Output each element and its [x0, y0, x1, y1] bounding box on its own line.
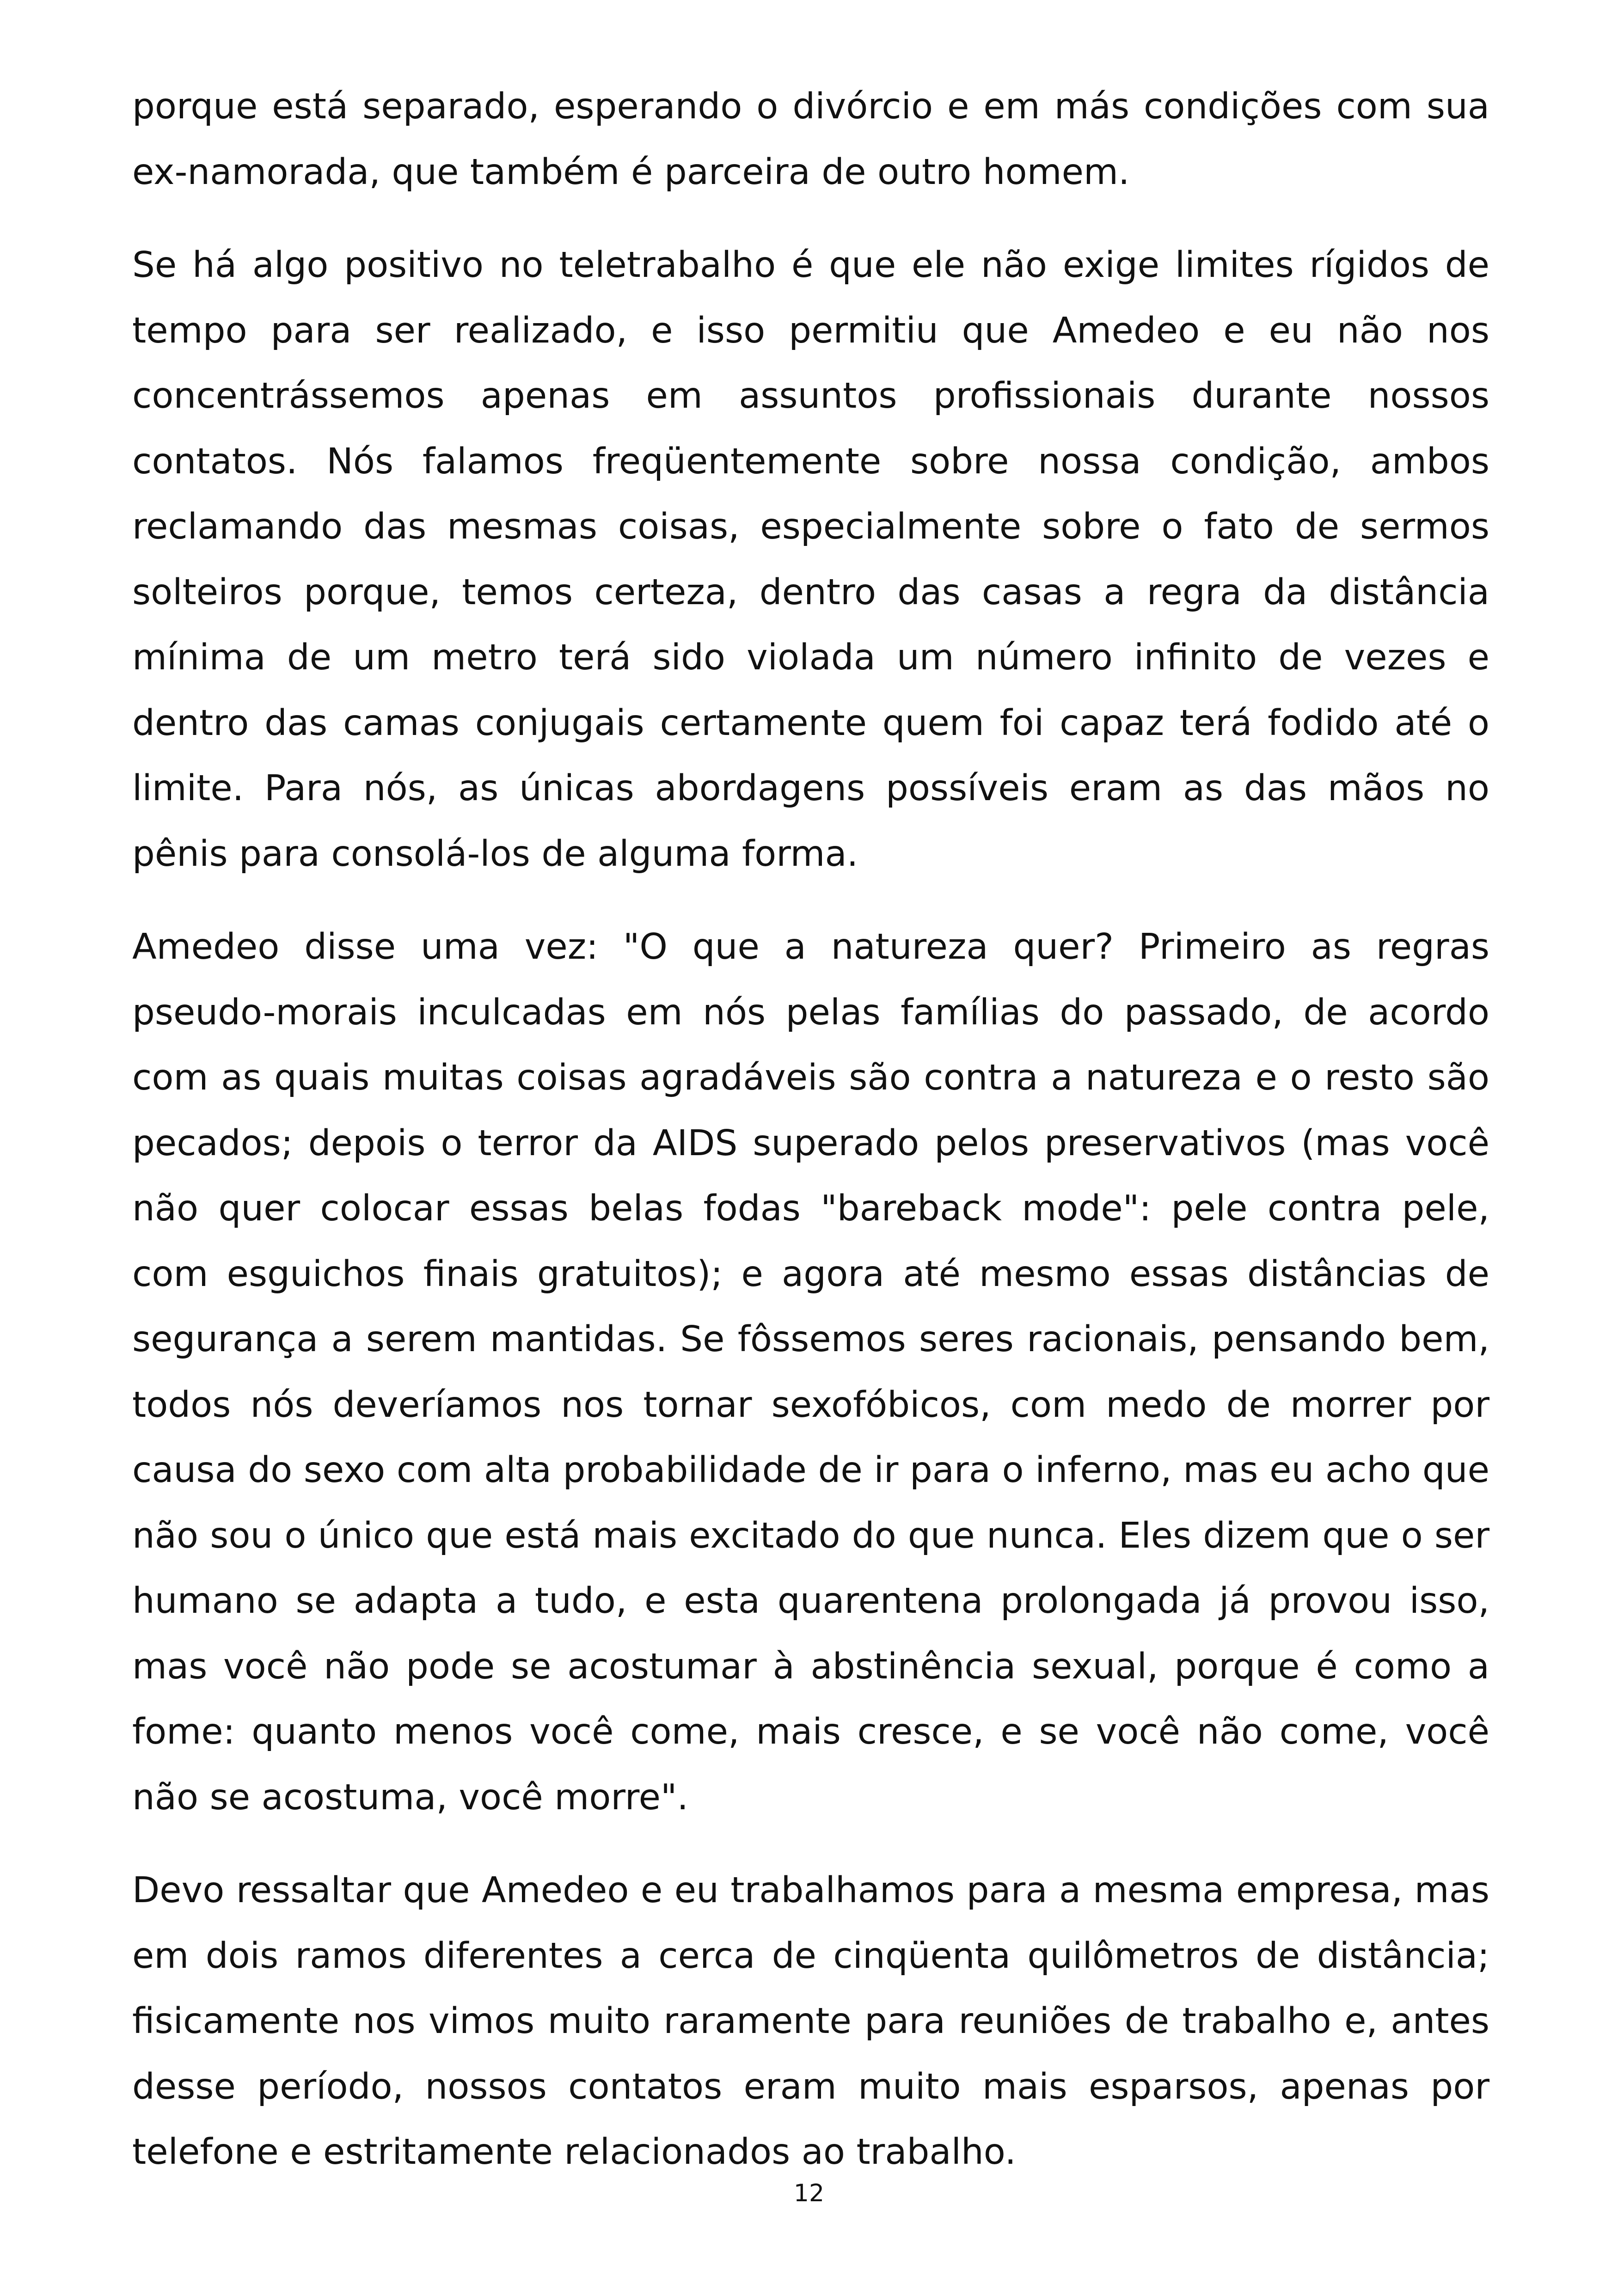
paragraph-4: Devo ressaltar que Amedeo e eu trabalhamos para a mesma empresa, mas em dois ramos diferentes a cerca de cinqüenta quilômetros de distância; fisicamente nos vimos muito raramente para reuniões de trabalho e, antes desse período, nossos contatos eram muito mais esparsos, apenas por telefone e estritamente relacionados ao trabalho. [132, 1870, 1489, 2173]
page-number: 12 [793, 2180, 825, 2207]
paragraph-1: porque está separado, esperando o divórcio e em más condições com sua ex-namorada, que também é parceira de outro homem. [132, 86, 1489, 193]
paragraph-3: Amedeo disse uma vez: "O que a natureza quer? Primeiro as regras pseudo-morais inculcadas em nós pelas famílias do passado, de acordo com as quais muitas coisas agradáveis são contra a natureza e o resto são pecados; depois o terror da AIDS superado pelos preservativos (mas você não quer colocar essas belas fodas "bareback mode": pele contra pele, com esguichos finais gratuitos); e agora até mesmo essas distâncias de segurança a serem mantidas. Se fôssemos seres racionais, pensando bem, todos nós deveríamos nos tornar sexofóbicos, com medo de morrer por causa do sexo com alta probabilidade de ir para o inferno, mas eu acho que não sou o único que está mais excitado do que nunca. Eles dizem que o ser humano se adapta a tudo, e esta quarentena prolongada já provou isso, mas você não pode se acostumar à abstinência sexual, porque é como a fome: quanto menos você come, mais cresce, e se você não come, você não se acostuma, você morre". [132, 926, 1489, 1818]
paragraph-2: Se há algo positivo no teletrabalho é que ele não exige limites rígidos de tempo para ser realizado, e isso permitiu que Amedeo e eu não nos concentrássemos apenas em assuntos profissionais durante nossos contatos. Nós falamos freqüentemente sobre nossa condição, ambos reclamando das mesmas coisas, especialmente sobre o fato de sermos solteiros porque, temos certeza, dentro das casas a regra da distância mínima de um metro terá sido violada um número infinito de vezes e dentro das camas conjugais certamente quem foi capaz terá fodido até o limite. Para nós, as únicas abordagens possíveis eram as das mãos no pênis para consolá-los de alguma forma. [132, 245, 1489, 875]
body-text [132, 74, 1489, 2185]
